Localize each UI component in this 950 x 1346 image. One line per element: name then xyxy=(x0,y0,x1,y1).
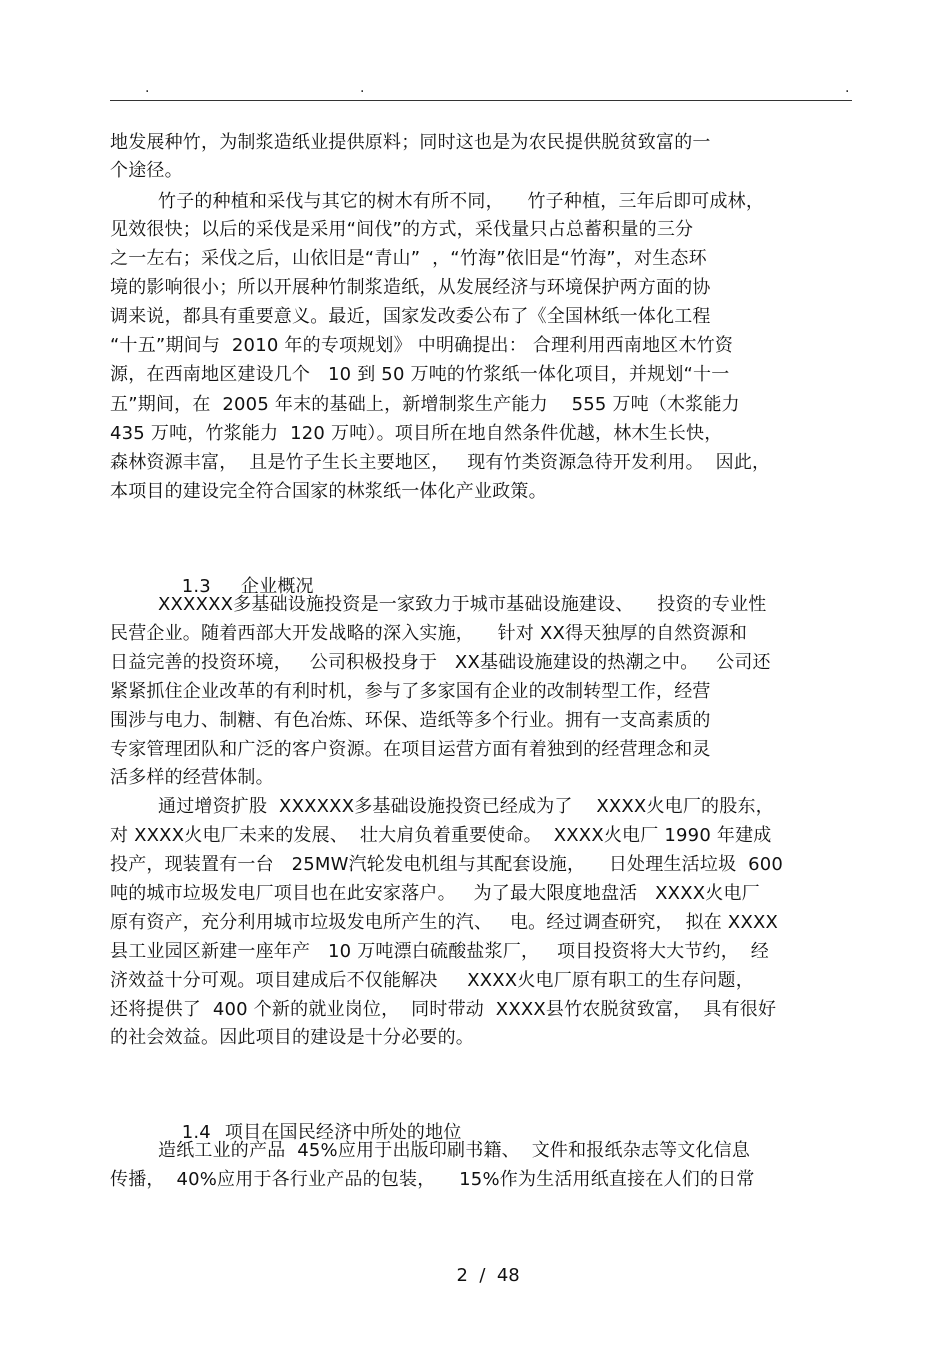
body-line-13: 本项目的建设完全符合国家的林浆纸一体化产业政策。 xyxy=(110,481,547,502)
header-dot-right: . xyxy=(845,80,850,96)
body-line-4: 见效很快；以后的采伐是采用“间伐”的方式，采伐量只占总蓄积量的三分 xyxy=(110,219,694,240)
body-line-12: 森林资源丰富， 且是竹子生长主要地区， 现有竹类资源急待开发利用。 因此， xyxy=(110,452,771,473)
body-line-1-3-3: 日益完善的投资环境， 公司积极投身于 XX基础设施建设的热潮之中。 公司还 xyxy=(110,652,771,673)
section-title: 企业概况 xyxy=(240,576,314,597)
body-line-1-3-14: 济效益十分可观。项目建成后不仅能解决 XXXX火电厂原有职工的生存问题， xyxy=(110,970,754,991)
body-line-1-3-6: 专家管理团队和广泛的客户资源。在项目运营方面有着独到的经营理念和灵 xyxy=(110,739,711,760)
body-line-11: 435 万吨，竹浆能力 120 万吨）。项目所在地自然条件优越，林木生长快， xyxy=(110,423,723,444)
section-number: 1.3 xyxy=(181,576,211,597)
section-title: 项目在国民经济中所处的地位 xyxy=(224,1122,462,1143)
body-line-1-3-4: 紧紧抓住企业改革的有利时机，参与了多家国有企业的改制转型工作，经营 xyxy=(110,681,711,702)
body-line-3: 竹子的种植和采伐与其它的树木有所不同， 竹子种植，三年后即可成林， xyxy=(158,191,765,212)
body-line-1-3-11: 吨的城市垃圾发电厂项目也在此安家落户。 为了最大限度地盘活 XXXX火电厂 xyxy=(110,883,760,904)
body-line-10: 五”期间，在 2005 年末的基础上，新增制浆生产能力 555 万吨（木浆能力 xyxy=(110,394,740,415)
header-dot-left: . xyxy=(145,80,150,96)
page-number xyxy=(0,1240,950,1288)
page-number-text: 2 / 48 xyxy=(456,1265,520,1286)
body-line-1-3-9: 对 XXXX火电厂未来的发展、 壮大肩负着重要使命。 XXXX火电厂 1990 年建成 xyxy=(110,825,772,846)
body-line-1-3-10: 投产，现装置有一台 25MW汽轮发电机组与其配套设施， 日处理生活垃圾 600 xyxy=(110,854,784,875)
body-line-1-3-8: 通过增资扩股 XXXXXX多基础设施投资已经成为了 XXXX火电厂的股东， xyxy=(158,796,774,817)
body-line-1-3-7: 活多样的经营体制。 xyxy=(110,767,274,788)
body-line-1-3-16: 的社会效益。因此项目的建设是十分必要的。 xyxy=(110,1027,474,1048)
body-line-6: 境的影响很小；所以开展种竹制浆造纸，从发展经济与环境保护两方面的协 xyxy=(110,277,711,298)
body-line-1-3-2: 民营企业。随着西部大开发战略的深入实施， 针对 XX得天独厚的自然资源和 xyxy=(110,623,748,644)
body-line-1-4-2: 传播， 40%应用于各行业产品的包装， 15%作为生活用纸直接在人们的日常 xyxy=(110,1169,755,1190)
body-line-1-3-15: 还将提供了 400 个新的就业岗位， 同时带动 XXXX县竹农脱贫致富， 具有很好 xyxy=(110,999,777,1020)
body-line-1-3-12: 原有资产，充分利用城市垃圾发电所产生的汽、 电。经过调查研究， 拟在 XXXX xyxy=(110,912,779,933)
body-line-9: 源，在西南地区建设几个 10 到 50 万吨的竹浆纸一体化项目，并规划“十一 xyxy=(110,364,730,385)
section-number: 1.4 xyxy=(181,1122,211,1143)
body-line-7: 调来说，都具有重要意义。最近，国家发改委公布了《全国林纸一体化工程 xyxy=(110,306,711,327)
header-dot-center: . xyxy=(360,80,365,96)
body-line-1-3-13: 县工业园区新建一座年产 10 万吨漂白硫酸盐浆厂， 项目投资将大大节约， 经 xyxy=(110,941,769,962)
body-line-8: “十五”期间与 2010 年的专项规划》 中明确提出： 合理利用西南地区木竹资 xyxy=(110,335,734,356)
body-line-1-3-1: XXXXXX多基础设施投资是一家致力于城市基础设施建设、 投资的专业性 xyxy=(158,594,767,615)
body-line-5: 之一左右；采伐之后，山依旧是“青山” ，“竹海”依旧是“竹海”，对生态环 xyxy=(110,248,707,269)
header-rule xyxy=(110,100,852,101)
body-line-2: 个途径。 xyxy=(110,160,183,181)
body-line-1: 地发展种竹，为制浆造纸业提供原料；同时这也是为农民提供脱贫致富的一 xyxy=(110,132,711,153)
body-line-1-4-1: 造纸工业的产品 45%应用于出版印刷书籍、 文件和报纸杂志等文化信息 xyxy=(158,1140,751,1161)
body-line-1-3-5: 围涉与电力、制糖、有色冶炼、环保、造纸等多个行业。拥有一支高素质的 xyxy=(110,710,711,731)
